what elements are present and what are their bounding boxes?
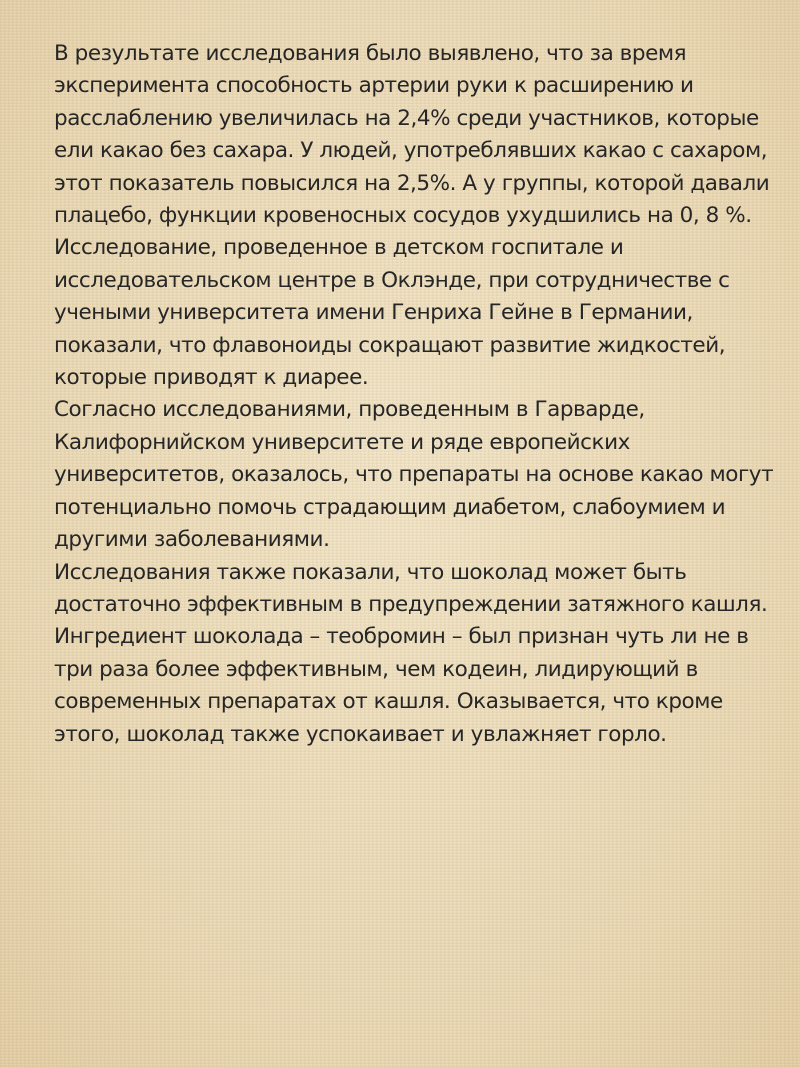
paragraph-cough-study: Исследования также показали, что шоколад может быть достаточно эффективным в предупреждении затяжного кашля. Ингредиент шоколада – теобромин – был признан чуть ли не в три раза более эффективным, чем кодеин, лидирующий в современных препаратах от кашля. Оказывается, что кроме этого, шоколад также успокаивает и увлажняет горло. [54,559,768,747]
paragraph-oakland-study: Исследование, проведенное в детском госпитале и исследовательском центре в Оклэнде, при сотрудничестве с учеными университета имени Генриха Гейне в Германии, показали, что флавоноиды сокращают развитие жидкостей, которые приводят к диарее. [54,235,730,391]
paragraph-artery-study: В результате исследования было выявлено, что за время эксперимента способность артерии руки к расширению и расслаблению увеличилась на 2,4% среди участников, которые ели какао без сахара. У людей, употреблявших какао с сахаром, этот показатель повысился на 2,5%. А у группы, которой давали плацебо, функции кровеносных сосудов ухудшились на 0, 8 %. [54,41,770,229]
paragraph-harvard-study: Согласно исследованиями, проведенным в Гарварде, Калифорнийском университете и ряде европейских университетов, оказалось, что препараты на основе какао могут потенциально помочь страдающим диабетом, слабоумием и другими заболеваниями. [54,397,774,553]
body-text [54,38,774,751]
